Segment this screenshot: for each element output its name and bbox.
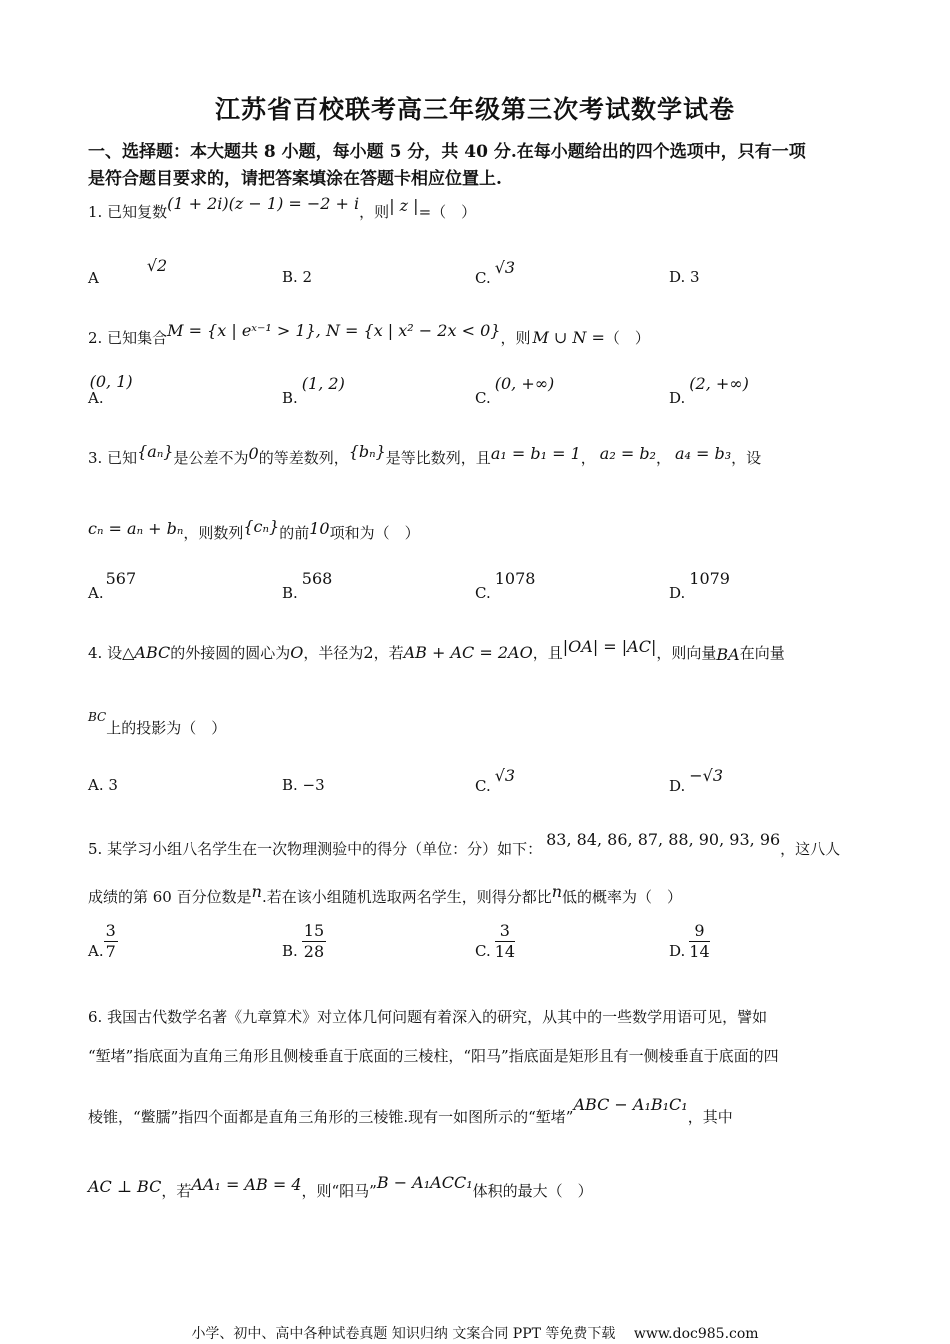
q5-option-d: D. $\frac{9}{14}$: [669, 921, 710, 961]
question-6-line3: 棱锥，“鳖臑”指四个面都是直角三角形的三棱锥.现有一如图所示的“堑堵”ABC − A₁B₁C₁，其中: [88, 1095, 733, 1126]
footer-link[interactable]: www.doc985.com: [633, 1326, 759, 1342]
q4-option-a: A. 3: [88, 776, 118, 794]
q3-option-c: C.1078: [475, 569, 536, 602]
q1-expr: (1 + 2i)(z − 1) = −2 + i: [167, 194, 360, 213]
q2-option-a: A.(0, 1): [88, 372, 133, 407]
question-3-line2: cₙ = aₙ + bₙ，则数列{cₙ}的前10项和为（ ）: [88, 517, 420, 542]
question-6-line1: 6. 我国古代数学名著《九章算术》对立体几何问题有着深入的研究，从其中的一些数学用语可见，譬如: [88, 1008, 768, 1026]
q3-option-b: B.568: [282, 569, 333, 602]
section-heading-line1: 一、选择题：本大题共 8 小题，每小题 5 分，共 40 分.在每小题给出的四个选项中，只有一项: [88, 142, 806, 162]
question-4-line1: 4. 设△ABC的外接圆的圆心为O，半径为2，若AB + AC = 2AO，且|OA| = |AC|，则向量BA在向量: [88, 637, 785, 664]
page-title: 江苏省百校联考高三年级第三次考试数学试卷: [214, 95, 735, 124]
q2-expr: M = {x | eˣ⁻¹ > 1}, N = {x | x² − 2x < 0}: [167, 321, 501, 340]
q2-option-d: D.(2, +∞): [669, 374, 749, 407]
q2-option-c: C.(0, +∞): [475, 374, 555, 407]
q1-option-b: B. 2: [282, 268, 313, 286]
q2-prefix: 2. 已知集合: [88, 329, 168, 347]
q5-option-b: B. $\frac{15}{28}$: [282, 921, 325, 961]
q4-option-c: C.√3: [475, 766, 516, 795]
q3-option-a: A.567: [88, 569, 137, 602]
question-2: [88, 321, 650, 348]
question-5-line1: 5. 某学习小组八名学生在一次物理测验中的得分（单位：分）如下： 83, 84, 86, 87, 88, 90, 93, 96，这八人: [88, 830, 841, 858]
question-5-line2: 成绩的第 60 百分位数是n.若在该小组随机选取两名学生，则得分都比n低的概率为（ ）: [88, 882, 683, 906]
q5-option-c: C. $\frac{3}{14}$: [475, 921, 516, 961]
q4-option-b: B. −3: [282, 776, 325, 794]
footer: [0, 1323, 950, 1343]
question-6-line2: “堑堵”指底面为直角三角形且侧棱垂直于底面的三棱柱，“阳马”指底面是矩形且有一侧棱垂直于底面的四: [88, 1047, 779, 1065]
q1-option-a: A√2: [88, 256, 168, 287]
question-6-line4: AC ⊥ BC，若AA₁ = AB = 4，则“阳马”B − A₁ACC₁体积的最大（ ）: [88, 1173, 593, 1200]
section-heading-line2: 是符合题目要求的，请把答案填涂在答题卡相应位置上.: [88, 169, 502, 189]
q1-option-c: C.√3: [475, 258, 516, 287]
question-3-line1: 3. 已知{aₙ}是公差不为0的等差数列，{bₙ}是等比数列，且a₁ = b₁ = 1， a₂ = b₂， a₄ = b₃，设: [88, 442, 762, 467]
q2-expr2: M ∪ N =: [532, 328, 605, 347]
q2-suffix: （ ）: [604, 329, 650, 347]
footer-text: 小学、初中、高中各种试卷真题 知识归纳 文案合同 PPT 等免费下载: [191, 1326, 616, 1342]
q1-mid: ，则: [359, 203, 390, 221]
q1-option-d: D. 3: [669, 268, 700, 286]
q1-abs: | z |: [389, 196, 419, 215]
q1-suffix: =（ ）: [418, 203, 477, 221]
q2-option-b: B.(1, 2): [282, 374, 345, 407]
q2-mid: ，则: [500, 329, 531, 347]
q4-option-d: D.−√3: [669, 766, 724, 795]
q5-option-a: A. $\frac{3}{7}$: [88, 921, 116, 961]
question-4-line2: $^{BC}$上的投影为（ ）: [88, 710, 227, 737]
question-1: [88, 194, 477, 222]
q3-option-d: D.1079: [669, 569, 730, 602]
q1-prefix: 1. 已知复数: [88, 203, 168, 221]
